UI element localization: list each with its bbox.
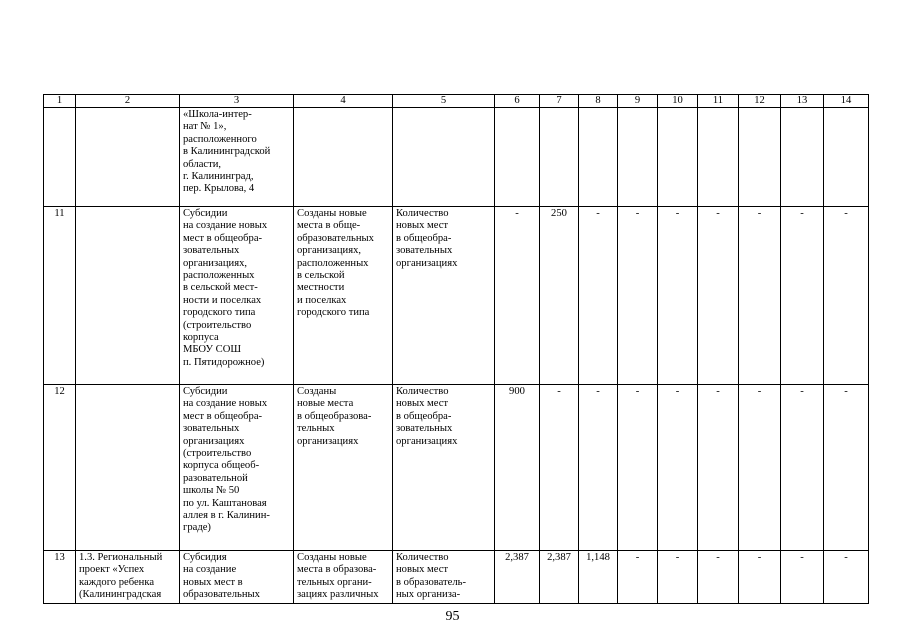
value-cell: -	[540, 385, 579, 551]
project-cell	[76, 385, 180, 551]
value-cell	[618, 108, 658, 207]
header-cell: 1	[44, 95, 76, 108]
value-cell: -	[824, 207, 869, 385]
value-cell: 1,148	[579, 551, 618, 604]
header-row	[44, 95, 869, 108]
header-cell: 11	[698, 95, 739, 108]
header-cell: 7	[540, 95, 579, 108]
value-cell: -	[658, 551, 698, 604]
value-cell: -	[781, 551, 824, 604]
project-cell: 1.3. Региональный проект «Успех каждого ребенка (Калининградская	[76, 551, 180, 604]
measure-cell: Субсидии на создание новых мест в общеобра- зовательных организациях (строительство корпуса общеоб- разовательной школы № 50 по ул. Каштановая аллея в г. Калинин- граде)	[180, 385, 294, 551]
row-number-cell	[44, 108, 76, 207]
value-cell	[658, 108, 698, 207]
data-table	[43, 94, 869, 604]
value-cell: 2,387	[495, 551, 540, 604]
value-cell	[739, 108, 781, 207]
value-cell: -	[618, 385, 658, 551]
value-cell	[579, 108, 618, 207]
value-cell: -	[698, 385, 739, 551]
value-cell: -	[739, 207, 781, 385]
indicator-cell	[393, 108, 495, 207]
header-cell: 6	[495, 95, 540, 108]
value-cell	[824, 108, 869, 207]
indicator-cell: Количество новых мест в образователь- ных организа-	[393, 551, 495, 604]
value-cell: -	[698, 207, 739, 385]
header-cell: 5	[393, 95, 495, 108]
row-number-cell: 12	[44, 385, 76, 551]
value-cell: -	[658, 207, 698, 385]
result-cell	[294, 108, 393, 207]
value-cell: -	[781, 207, 824, 385]
project-cell	[76, 207, 180, 385]
header-cell: 14	[824, 95, 869, 108]
header-cell: 10	[658, 95, 698, 108]
value-cell: -	[781, 385, 824, 551]
measure-cell: «Школа-интер- нат № 1», расположенного в Калининградской области, г. Калининград, пер. Крылова, 4	[180, 108, 294, 207]
value-cell	[781, 108, 824, 207]
value-cell: -	[824, 551, 869, 604]
row-number-cell: 11	[44, 207, 76, 385]
value-cell: -	[658, 385, 698, 551]
result-cell: Созданы новые места в обще- образовательных организациях, расположенных в сельской местности и поселках городского типа	[294, 207, 393, 385]
header-cell: 2	[76, 95, 180, 108]
table-row	[44, 207, 869, 385]
page-number: 95	[445, 609, 460, 624]
table-row	[44, 385, 869, 551]
value-cell: -	[579, 207, 618, 385]
indicator-cell: Количество новых мест в общеобра- зовательных организациях	[393, 385, 495, 551]
row-number-cell: 13	[44, 551, 76, 604]
result-cell: Созданы новые места в общеобразова- тельных организациях	[294, 385, 393, 551]
value-cell: 2,387	[540, 551, 579, 604]
value-cell: -	[579, 385, 618, 551]
header-cell: 4	[294, 95, 393, 108]
measure-cell: Субсидии на создание новых мест в общеобра- зовательных организациях, расположенных в сельской мест- ности и поселках городского типа (строительство корпуса МБОУ СОШ п. Пятидорожное)	[180, 207, 294, 385]
value-cell: -	[739, 551, 781, 604]
header-cell: 9	[618, 95, 658, 108]
value-cell: -	[618, 207, 658, 385]
value-cell: 250	[540, 207, 579, 385]
table-row	[44, 108, 869, 207]
project-cell	[76, 108, 180, 207]
header-cell: 13	[781, 95, 824, 108]
header-cell: 12	[739, 95, 781, 108]
measure-cell: Субсидия на создание новых мест в образовательных	[180, 551, 294, 604]
result-cell: Созданы новые места в образова- тельных органи- зациях различных	[294, 551, 393, 604]
header-cell: 8	[579, 95, 618, 108]
value-cell	[540, 108, 579, 207]
value-cell: -	[618, 551, 658, 604]
table-row	[44, 551, 869, 604]
value-cell: -	[824, 385, 869, 551]
value-cell: 900	[495, 385, 540, 551]
header-cell: 3	[180, 95, 294, 108]
value-cell: -	[495, 207, 540, 385]
value-cell: -	[739, 385, 781, 551]
value-cell: -	[698, 551, 739, 604]
indicator-cell: Количество новых мест в общеобра- зовательных организациях	[393, 207, 495, 385]
value-cell	[698, 108, 739, 207]
value-cell	[495, 108, 540, 207]
